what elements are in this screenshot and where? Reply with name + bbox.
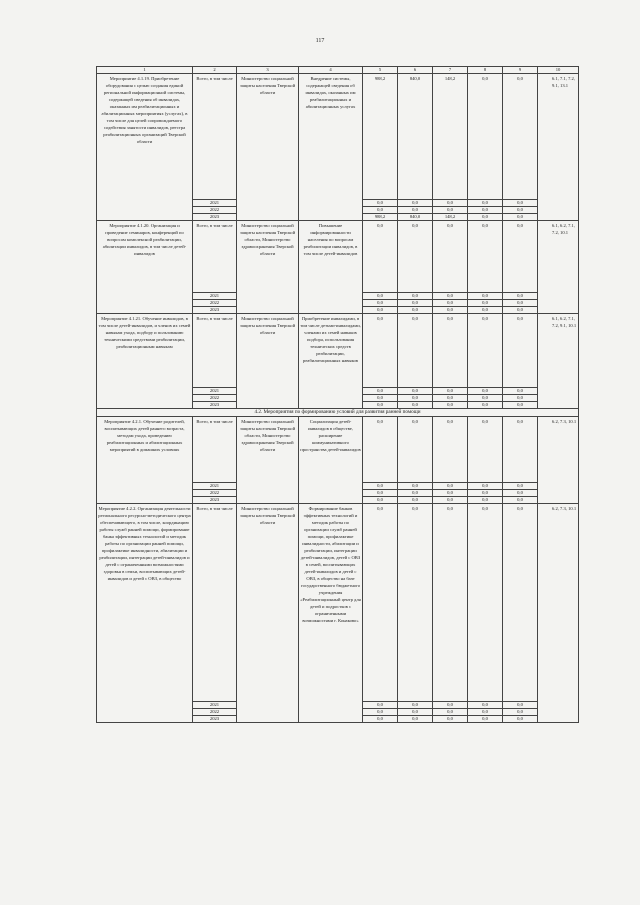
year-value: 0,0 bbox=[503, 207, 538, 214]
total-value: 148,2 bbox=[433, 74, 468, 200]
year-value: 0,0 bbox=[433, 388, 468, 395]
year-label: 2022 bbox=[193, 395, 237, 402]
total-value: 0,0 bbox=[503, 74, 538, 200]
year-value: 0,0 bbox=[433, 716, 468, 723]
measure-row bbox=[97, 504, 579, 702]
header-cell: 7 bbox=[433, 67, 468, 74]
year-value: 0,0 bbox=[398, 300, 433, 307]
year-label: 2021 bbox=[193, 200, 237, 207]
total-value: 0,0 bbox=[468, 74, 503, 200]
total-label: Всего, в том числе bbox=[193, 417, 237, 483]
measure-row bbox=[97, 417, 579, 483]
target-codes: 6.2, 7.3, 10.1 bbox=[538, 504, 579, 723]
year-label: 2022 bbox=[193, 709, 237, 716]
year-value: 0,0 bbox=[398, 716, 433, 723]
year-value: 0,0 bbox=[433, 200, 468, 207]
year-label: 2021 bbox=[193, 483, 237, 490]
total-value: 0,0 bbox=[468, 314, 503, 388]
year-value: 0,0 bbox=[433, 207, 468, 214]
indicator: Внедрение системы, содержащей сведения об инвалидах, оказанных им реабилитационных и абилитационных услугах bbox=[299, 74, 363, 221]
total-value: 0,0 bbox=[363, 221, 398, 293]
year-value: 0,0 bbox=[503, 497, 538, 504]
header-cell: 9 bbox=[503, 67, 538, 74]
total-value: 0,0 bbox=[468, 417, 503, 483]
measure-row bbox=[97, 221, 579, 293]
total-value: 840,0 bbox=[398, 74, 433, 200]
year-value: 0,0 bbox=[363, 207, 398, 214]
year-value: 0,0 bbox=[503, 300, 538, 307]
header-cell: 2 bbox=[193, 67, 237, 74]
measure-name: Мероприятие 4.1.19. Приобретение оборудования с целью создания единой региональной информационной системы, содержащей сведения об инвалидах, оказанных им реабилитационных и абилитационных мероприятиях (услугах), в том числе для целей сопровождаемого содействия занятости инвалидов, реестра реабилитационных организаций Тверской области bbox=[97, 74, 193, 221]
year-value: 0,0 bbox=[363, 293, 398, 300]
year-value: 0,0 bbox=[363, 490, 398, 497]
measure-name: Мероприятие 4.2.2. Организация деятельности регионального ресурсно-методического центра обеспечивающего, в том числе, координацию работы служб ранней помощи, формирование банка эффективных технологий и методик работы по организации ранней помощи, профилактике инвалидности, абилитации и реабилитации, интеграции детей-инвалидов и детей с ограниченными возможностями здоровья в семьи, воспитывающих детей-инвалидов и детей с ОВЗ, в общество bbox=[97, 504, 193, 723]
year-value: 148,2 bbox=[433, 214, 468, 221]
year-value: 0,0 bbox=[363, 497, 398, 504]
year-value: 0,0 bbox=[398, 483, 433, 490]
section-row bbox=[97, 409, 579, 417]
year-value: 0,0 bbox=[433, 483, 468, 490]
year-value: 0,0 bbox=[363, 395, 398, 402]
measure-name: Мероприятие 4.2.1. Обучение родителей, воспитывающих детей раннего возраста, методам ухода, проведению реабилитационных и абилитационных мероприятий в домашних условиях bbox=[97, 417, 193, 504]
total-value: 0,0 bbox=[433, 417, 468, 483]
total-value: 0,0 bbox=[503, 504, 538, 702]
year-value: 988,2 bbox=[363, 214, 398, 221]
header-cell: 6 bbox=[398, 67, 433, 74]
year-value: 0,0 bbox=[468, 490, 503, 497]
executor: Министерство социальной защиты населения Тверской области bbox=[237, 74, 299, 221]
year-value: 0,0 bbox=[363, 388, 398, 395]
year-value: 0,0 bbox=[468, 402, 503, 409]
year-value: 0,0 bbox=[468, 395, 503, 402]
year-value: 0,0 bbox=[503, 395, 538, 402]
year-value: 0,0 bbox=[363, 307, 398, 314]
year-value: 0,0 bbox=[363, 300, 398, 307]
total-value: 0,0 bbox=[398, 221, 433, 293]
total-value: 0,0 bbox=[503, 221, 538, 293]
measure-row bbox=[97, 314, 579, 388]
year-value: 840,0 bbox=[398, 214, 433, 221]
total-value: 0,0 bbox=[398, 314, 433, 388]
year-label: 2022 bbox=[193, 300, 237, 307]
year-value: 0,0 bbox=[363, 200, 398, 207]
header-cell: 4 bbox=[299, 67, 363, 74]
year-value: 0,0 bbox=[503, 709, 538, 716]
year-value: 0,0 bbox=[363, 716, 398, 723]
year-value: 0,0 bbox=[433, 490, 468, 497]
target-codes: 6.1, 6.2, 7.1, 7.2, 10.1 bbox=[538, 221, 579, 314]
year-label: 2021 bbox=[193, 293, 237, 300]
year-label: 2021 bbox=[193, 702, 237, 709]
year-value: 0,0 bbox=[398, 207, 433, 214]
year-label: 2022 bbox=[193, 207, 237, 214]
target-codes: 6.1, 6.2, 7.1, 7.2, 9.1, 10.1 bbox=[538, 314, 579, 409]
executor: Министерство социальной защиты населения Тверской области, Министерство здравоохранения Тверской области bbox=[237, 221, 299, 314]
total-label: Всего, в том числе bbox=[193, 221, 237, 293]
header-row bbox=[97, 67, 579, 74]
year-value: 0,0 bbox=[468, 214, 503, 221]
year-value: 0,0 bbox=[398, 388, 433, 395]
year-value: 0,0 bbox=[363, 709, 398, 716]
indicator: Социализация детей-инвалидов в обществе, расширение коммуникативного пространства детей-инвалидов bbox=[299, 417, 363, 504]
total-value: 0,0 bbox=[468, 221, 503, 293]
year-value: 0,0 bbox=[468, 307, 503, 314]
year-value: 0,0 bbox=[468, 716, 503, 723]
year-label: 2023 bbox=[193, 214, 237, 221]
year-value: 0,0 bbox=[503, 490, 538, 497]
total-value: 0,0 bbox=[363, 417, 398, 483]
year-label: 2022 bbox=[193, 490, 237, 497]
year-value: 0,0 bbox=[503, 388, 538, 395]
year-value: 0,0 bbox=[398, 497, 433, 504]
year-value: 0,0 bbox=[503, 307, 538, 314]
total-value: 0,0 bbox=[503, 417, 538, 483]
executor: Министерство социальной защиты населения Тверской области, Министерство здравоохранения Тверской области bbox=[237, 417, 299, 504]
indicator: Формирование банков эффективных технологий и методик работы по организации служб ранней помощи, профилактике инвалидности, абилитации и реабилитации, интеграции детей-инвалидов, детей с ОВЗ в семей, воспитывающих детей-инвалидов и детей с ОВЗ, в общество на базе государственного бюджетного учреждения «Реабилитационный центр для детей и подростков с ограниченными возможностями г. Конаково» bbox=[299, 504, 363, 723]
year-value: 0,0 bbox=[503, 293, 538, 300]
year-value: 0,0 bbox=[503, 200, 538, 207]
year-value: 0,0 bbox=[468, 207, 503, 214]
year-value: 0,0 bbox=[398, 402, 433, 409]
total-value: 0,0 bbox=[363, 314, 398, 388]
indicator: Приобретение инвалидами, в том числе детьми-инвалидами, членами их семей навыков подбора, использования технических средств реабилитации, реабилитационных навыков bbox=[299, 314, 363, 409]
year-value: 0,0 bbox=[468, 293, 503, 300]
year-value: 0,0 bbox=[433, 702, 468, 709]
total-value: 0,0 bbox=[503, 314, 538, 388]
total-value: 0,0 bbox=[468, 504, 503, 702]
year-label: 2023 bbox=[193, 402, 237, 409]
page-number: 117 bbox=[315, 38, 325, 44]
header-cell: 3 bbox=[237, 67, 299, 74]
year-value: 0,0 bbox=[398, 307, 433, 314]
executor: Министерство социальной защиты населения Тверской области bbox=[237, 504, 299, 723]
year-label: 2021 bbox=[193, 388, 237, 395]
year-value: 0,0 bbox=[503, 702, 538, 709]
total-value: 0,0 bbox=[398, 417, 433, 483]
year-value: 0,0 bbox=[433, 402, 468, 409]
year-value: 0,0 bbox=[468, 709, 503, 716]
year-value: 0,0 bbox=[433, 293, 468, 300]
year-value: 0,0 bbox=[468, 497, 503, 504]
year-value: 0,0 bbox=[433, 307, 468, 314]
measures-table bbox=[96, 66, 579, 723]
year-value: 0,0 bbox=[363, 702, 398, 709]
total-value: 988,2 bbox=[363, 74, 398, 200]
total-value: 0,0 bbox=[398, 504, 433, 702]
target-codes: 6.2, 7.3, 10.1 bbox=[538, 417, 579, 504]
header-cell: 5 bbox=[363, 67, 398, 74]
executor: Министерство социальной защиты населения Тверской области bbox=[237, 314, 299, 409]
year-value: 0,0 bbox=[503, 716, 538, 723]
year-label: 2023 bbox=[193, 716, 237, 723]
year-value: 0,0 bbox=[433, 709, 468, 716]
section-title: 4.2. Мероприятия по формированию условий для развития ранней помощи bbox=[97, 409, 579, 417]
year-value: 0,0 bbox=[503, 214, 538, 221]
year-value: 0,0 bbox=[398, 709, 433, 716]
year-value: 0,0 bbox=[398, 490, 433, 497]
year-value: 0,0 bbox=[363, 483, 398, 490]
year-value: 0,0 bbox=[468, 200, 503, 207]
year-value: 0,0 bbox=[433, 395, 468, 402]
year-label: 2023 bbox=[193, 307, 237, 314]
total-value: 0,0 bbox=[433, 314, 468, 388]
year-value: 0,0 bbox=[433, 497, 468, 504]
year-value: 0,0 bbox=[468, 388, 503, 395]
total-label: Всего, в том числе bbox=[193, 314, 237, 388]
total-value: 0,0 bbox=[433, 504, 468, 702]
header-cell: 1 bbox=[97, 67, 193, 74]
year-value: 0,0 bbox=[468, 702, 503, 709]
year-value: 0,0 bbox=[503, 483, 538, 490]
measure-name: Мероприятие 4.1.20. Организация и проведение семинаров, конференций по вопросам комплексной реабилитации, абилитации инвалидов, в том числе детей-инвалидов bbox=[97, 221, 193, 314]
header-cell: 10 bbox=[538, 67, 579, 74]
measure-name: Мероприятие 4.1.21. Обучение инвалидов, в том числе детей-инвалидов, и членов их семей навыкам ухода, подбору и пользованию техническими средствами реабилитации, реабилитационным навыкам bbox=[97, 314, 193, 409]
target-codes: 6.1, 7.1, 7.2, 9.1, 13.1 bbox=[538, 74, 579, 221]
year-value: 0,0 bbox=[468, 300, 503, 307]
year-label: 2023 bbox=[193, 497, 237, 504]
total-label: Всего, в том числе bbox=[193, 74, 237, 200]
total-label: Всего, в том числе bbox=[193, 504, 237, 702]
year-value: 0,0 bbox=[363, 402, 398, 409]
total-value: 0,0 bbox=[363, 504, 398, 702]
year-value: 0,0 bbox=[503, 402, 538, 409]
year-value: 0,0 bbox=[468, 483, 503, 490]
total-value: 0,0 bbox=[433, 221, 468, 293]
year-value: 0,0 bbox=[398, 200, 433, 207]
year-value: 0,0 bbox=[433, 300, 468, 307]
year-value: 0,0 bbox=[398, 702, 433, 709]
year-value: 0,0 bbox=[398, 395, 433, 402]
indicator: Повышение информированности населения по вопросам реабилитации инвалидов, в том числе детей-инвалидов bbox=[299, 221, 363, 314]
header-cell: 8 bbox=[468, 67, 503, 74]
measure-row bbox=[97, 74, 579, 200]
year-value: 0,0 bbox=[398, 293, 433, 300]
